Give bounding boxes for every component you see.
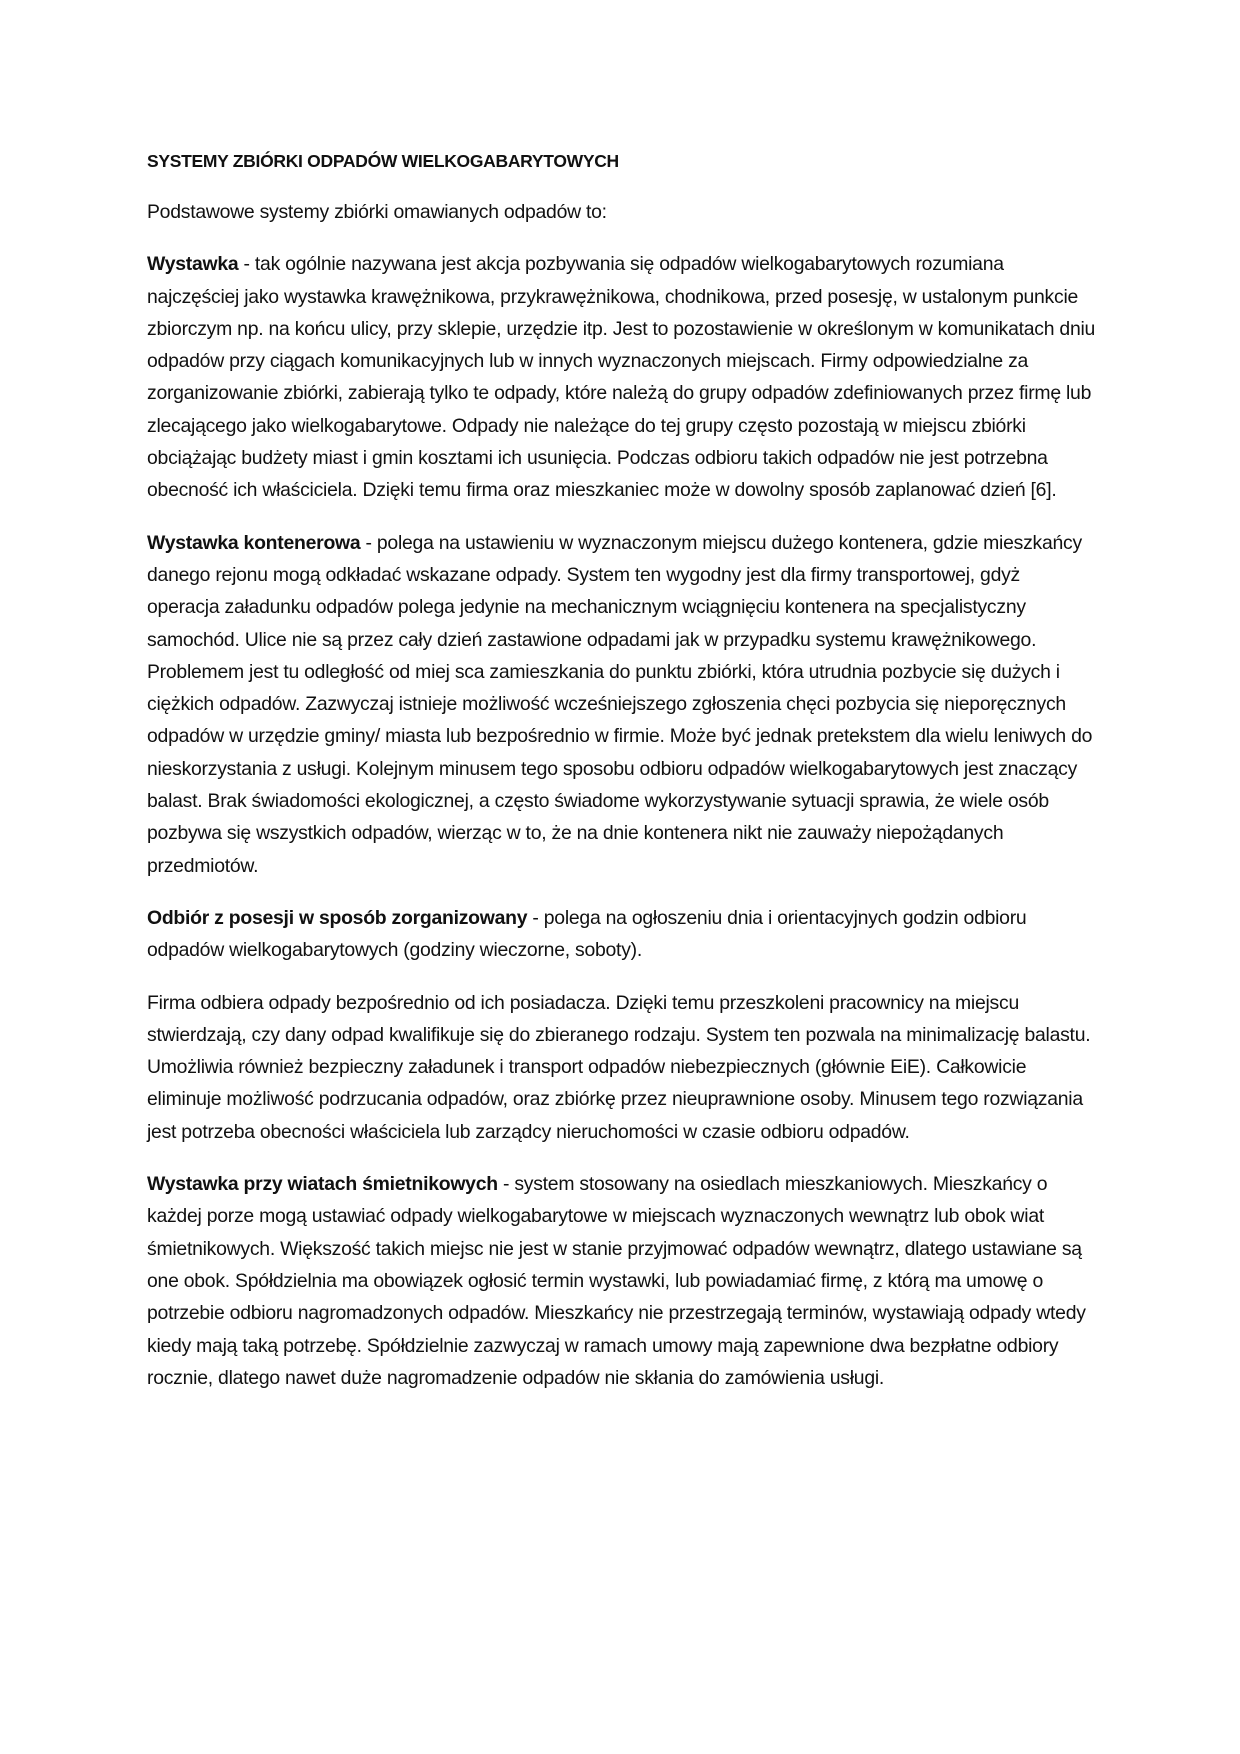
section-term: Odbiór z posesji w sposób zorganizowany [147, 906, 528, 929]
section-term: Wystawka [147, 253, 239, 276]
section-odbior-z-posesji-details [147, 987, 1097, 1148]
section-wystawka-przy-wiatach [147, 1168, 1097, 1394]
section-text: - polega na ustawieniu w wyznaczonym miejscu dużego kontenera, gdzie mieszkańcy danego rejonu mogą odkładać wskazane odpady. System ten wygodny jest dla firmy transportowej, gdyż operacja załadunku odpadów polega jedynie na mechanicznym wciągnięciu kontenera na specjalistyczny samochód. Ulice nie są przez cały dzień zastawione odpadami jak w przypadku systemu krawężnikowego. Problemem jest tu odległość od miej sca zamieszkania do punktu zbiórki, która utrudnia pozbycie się dużych i ciężkich odpadów. Zazwyczaj istnieje możliwość wcześniejszego zgłoszenia chęci pozbycia się nieporęcznych odpadów w urzędzie gminy/ miasta lub bezpośrednio w firmie. Może być jednak pretekstem dla wielu leniwych do nieskorzystania z usługi. Kolejnym minusem tego sposobu odbioru odpadów wielkogabarytowych jest znaczący balast. Brak świadomości ekologicznej, a często świadome wykorzystywanie sytuacji sprawia, że wiele osób pozbywa się wszystkich odpadów, wierząc w to, że na dnie kontenera nikt nie zauważy niepożądanych przedmiotów. [147, 531, 1093, 877]
document-page [147, 146, 1097, 1414]
document-title: SYSTEMY ZBIÓRKI ODPADÓW WIELKOGABARYTOWYCH [147, 151, 619, 171]
section-text: - tak ogólnie nazywana jest akcja pozbywania się odpadów wielkogabarytowych rozumiana najczęściej jako wystawka krawężnikowa, przykrawężnikowa, chodnikowa, przed posesję, w ustalonym punkcie zbiorczym np. na końcu ulicy, przy sklepie, urzędzie itp. Jest to pozostawienie w określonym w komunikatach dniu odpadów przy ciągach komunikacyjnych lub w innych wyznaczonych miejscach. Firmy odpowiedzialne za zorganizowanie zbiórki, zabierają tylko te odpady, które należą do grupy odpadów zdefiniowanych przez firmę lub zlecającego jako wielkogabarytowe. Odpady nie należące do tej grupy często pozostają w miejscu zbiórki obciążając budżety miast i gmin kosztami ich usunięcia. Podczas odbioru takich odpadów nie jest potrzebna obecność ich właściciela. Dzięki temu firma oraz mieszkaniec może w dowolny sposób zaplanować dzień [6]. [147, 253, 1096, 502]
section-text: Firma odbiera odpady bezpośrednio od ich posiadacza. Dzięki temu przeszkoleni pracownicy na miejscu stwierdzają, czy dany odpad kwalifikuje się do zbieranego rodzaju. System ten pozwala na minimalizację balastu. Umożliwia również bezpieczny załadunek i transport odpadów niebezpiecznych (głównie EiE). Całkowicie eliminuje możliwość podrzucania odpadów, oraz zbiórkę przez nieuprawnione osoby. Minusem tego rozwiązania jest potrzeba obecności właściciela lub zarządcy nieruchomości w czasie odbioru odpadów. [147, 991, 1091, 1143]
section-wystawka [147, 248, 1097, 506]
section-text: - system stosowany na osiedlach mieszkaniowych. Mieszkańcy o każdej porze mogą ustawiać odpady wielkogabarytowe w miejscach wyznaczonych wewnątrz lub obok wiat śmietnikowych. Większość takich miejsc nie jest w stanie przyjmować odpadów wewnątrz, dlatego ustawiane są one obok. Spółdzielnia ma obowiązek ogłosić termin wystawki, lub powiadamiać firmę, z którą ma umowę o potrzebie odbioru nagromadzonych odpadów. Mieszkańcy nie przestrzegają terminów, wystawiają odpady wtedy kiedy mają taką potrzebę. Spółdzielnie zazwyczaj w ramach umowy mają zapewnione dwa bezpłatne odbiory rocznie, dlatego nawet duże nagromadzenie odpadów nie skłania do zamówienia usługi. [147, 1173, 1086, 1389]
section-wystawka-kontenerowa [147, 527, 1097, 882]
section-term: Wystawka kontenerowa [147, 531, 361, 554]
section-text: - polega na ogłoszeniu dnia i orientacyjnych godzin odbioru odpadów wielkogabarytowych (godziny wieczorne, soboty). [147, 906, 1027, 962]
section-term: Wystawka przy wiatach śmietnikowych [147, 1173, 498, 1196]
intro-paragraph: Podstawowe systemy zbiórki omawianych odpadów to: [147, 201, 607, 223]
section-odbior-z-posesji [147, 902, 1097, 967]
